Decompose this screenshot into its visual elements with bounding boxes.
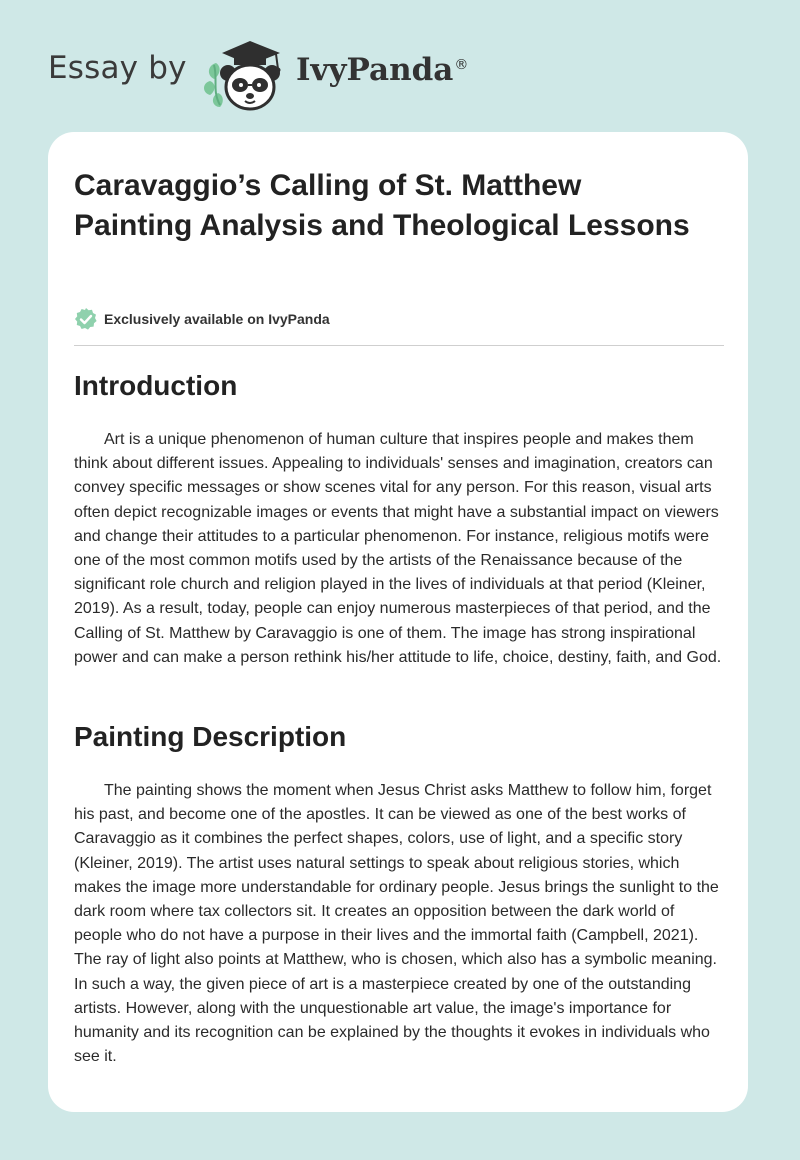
section-heading-painting-description: Painting Description bbox=[74, 721, 347, 752]
ivypanda-logo-icon[interactable] bbox=[200, 35, 292, 113]
brand-prefix: Essay by bbox=[48, 50, 187, 86]
section-body-painting-description: The painting shows the moment when Jesus Christ asks Matthew to follow him, forget his past, and become one of the apostles. It can be viewed as one of the best works of Caravaggio as it combines the perfect shapes, colors, use of light, and a specific story (Kleiner, 2019). The artist uses natural settings to speak about religious stories, which makes the image more understandable for ordinary people. Jesus brings the sunlight to the dark room where tax collectors sit. It creates an opposition between the dark world of people who do not have a purpose in their lives and the immortal faith (Campbell, 2021). The ray of light also points at Matthew, who is chosen, which also has a symbolic meaning. In such a way, the given piece of art is a masterpiece created by one of the outstanding artists. However, along with the unquestionable art value, the image's importance for humanity and its recognition can be explained by the thoughts it evokes in individuals who see it. bbox=[74, 782, 719, 1066]
essay-title: Caravaggio’s Calling of St. Matthew Painting Analysis and Theological Lessons bbox=[74, 169, 690, 242]
check-badge-icon bbox=[74, 307, 98, 331]
section-heading-introduction: Introduction bbox=[74, 370, 238, 401]
exclusive-label: Exclusively available on IvyPanda bbox=[104, 311, 330, 327]
essay-card bbox=[48, 132, 748, 1112]
brand-name[interactable]: IvyPanda® bbox=[296, 52, 469, 88]
title-divider bbox=[74, 345, 724, 346]
site-header bbox=[0, 0, 800, 130]
registered-mark: ® bbox=[454, 56, 469, 73]
section-body-introduction: Art is a unique phenomenon of human culture that inspires people and makes them think about different issues. Appealing to individuals' senses and imagination, creators can convey specific messages or show scenes vital for any person. For this reason, visual arts often depict recognizable images or events that might have a substantial impact on viewers and change their attitudes to a particular phenomenon. For instance, religious motifs were one of the most common motifs used by the artists of the Renaissance because of the significant role church and religion played in the lives of individuals at that period (Kleiner, 2019). As a result, today, people can enjoy numerous masterpieces of that period, and the Calling of St. Matthew by Caravaggio is one of them. The image has strong inspirational power and can make a person rethink his/her attitude to life, choice, destiny, faith, and God. bbox=[74, 431, 722, 666]
exclusive-badge bbox=[74, 306, 330, 332]
